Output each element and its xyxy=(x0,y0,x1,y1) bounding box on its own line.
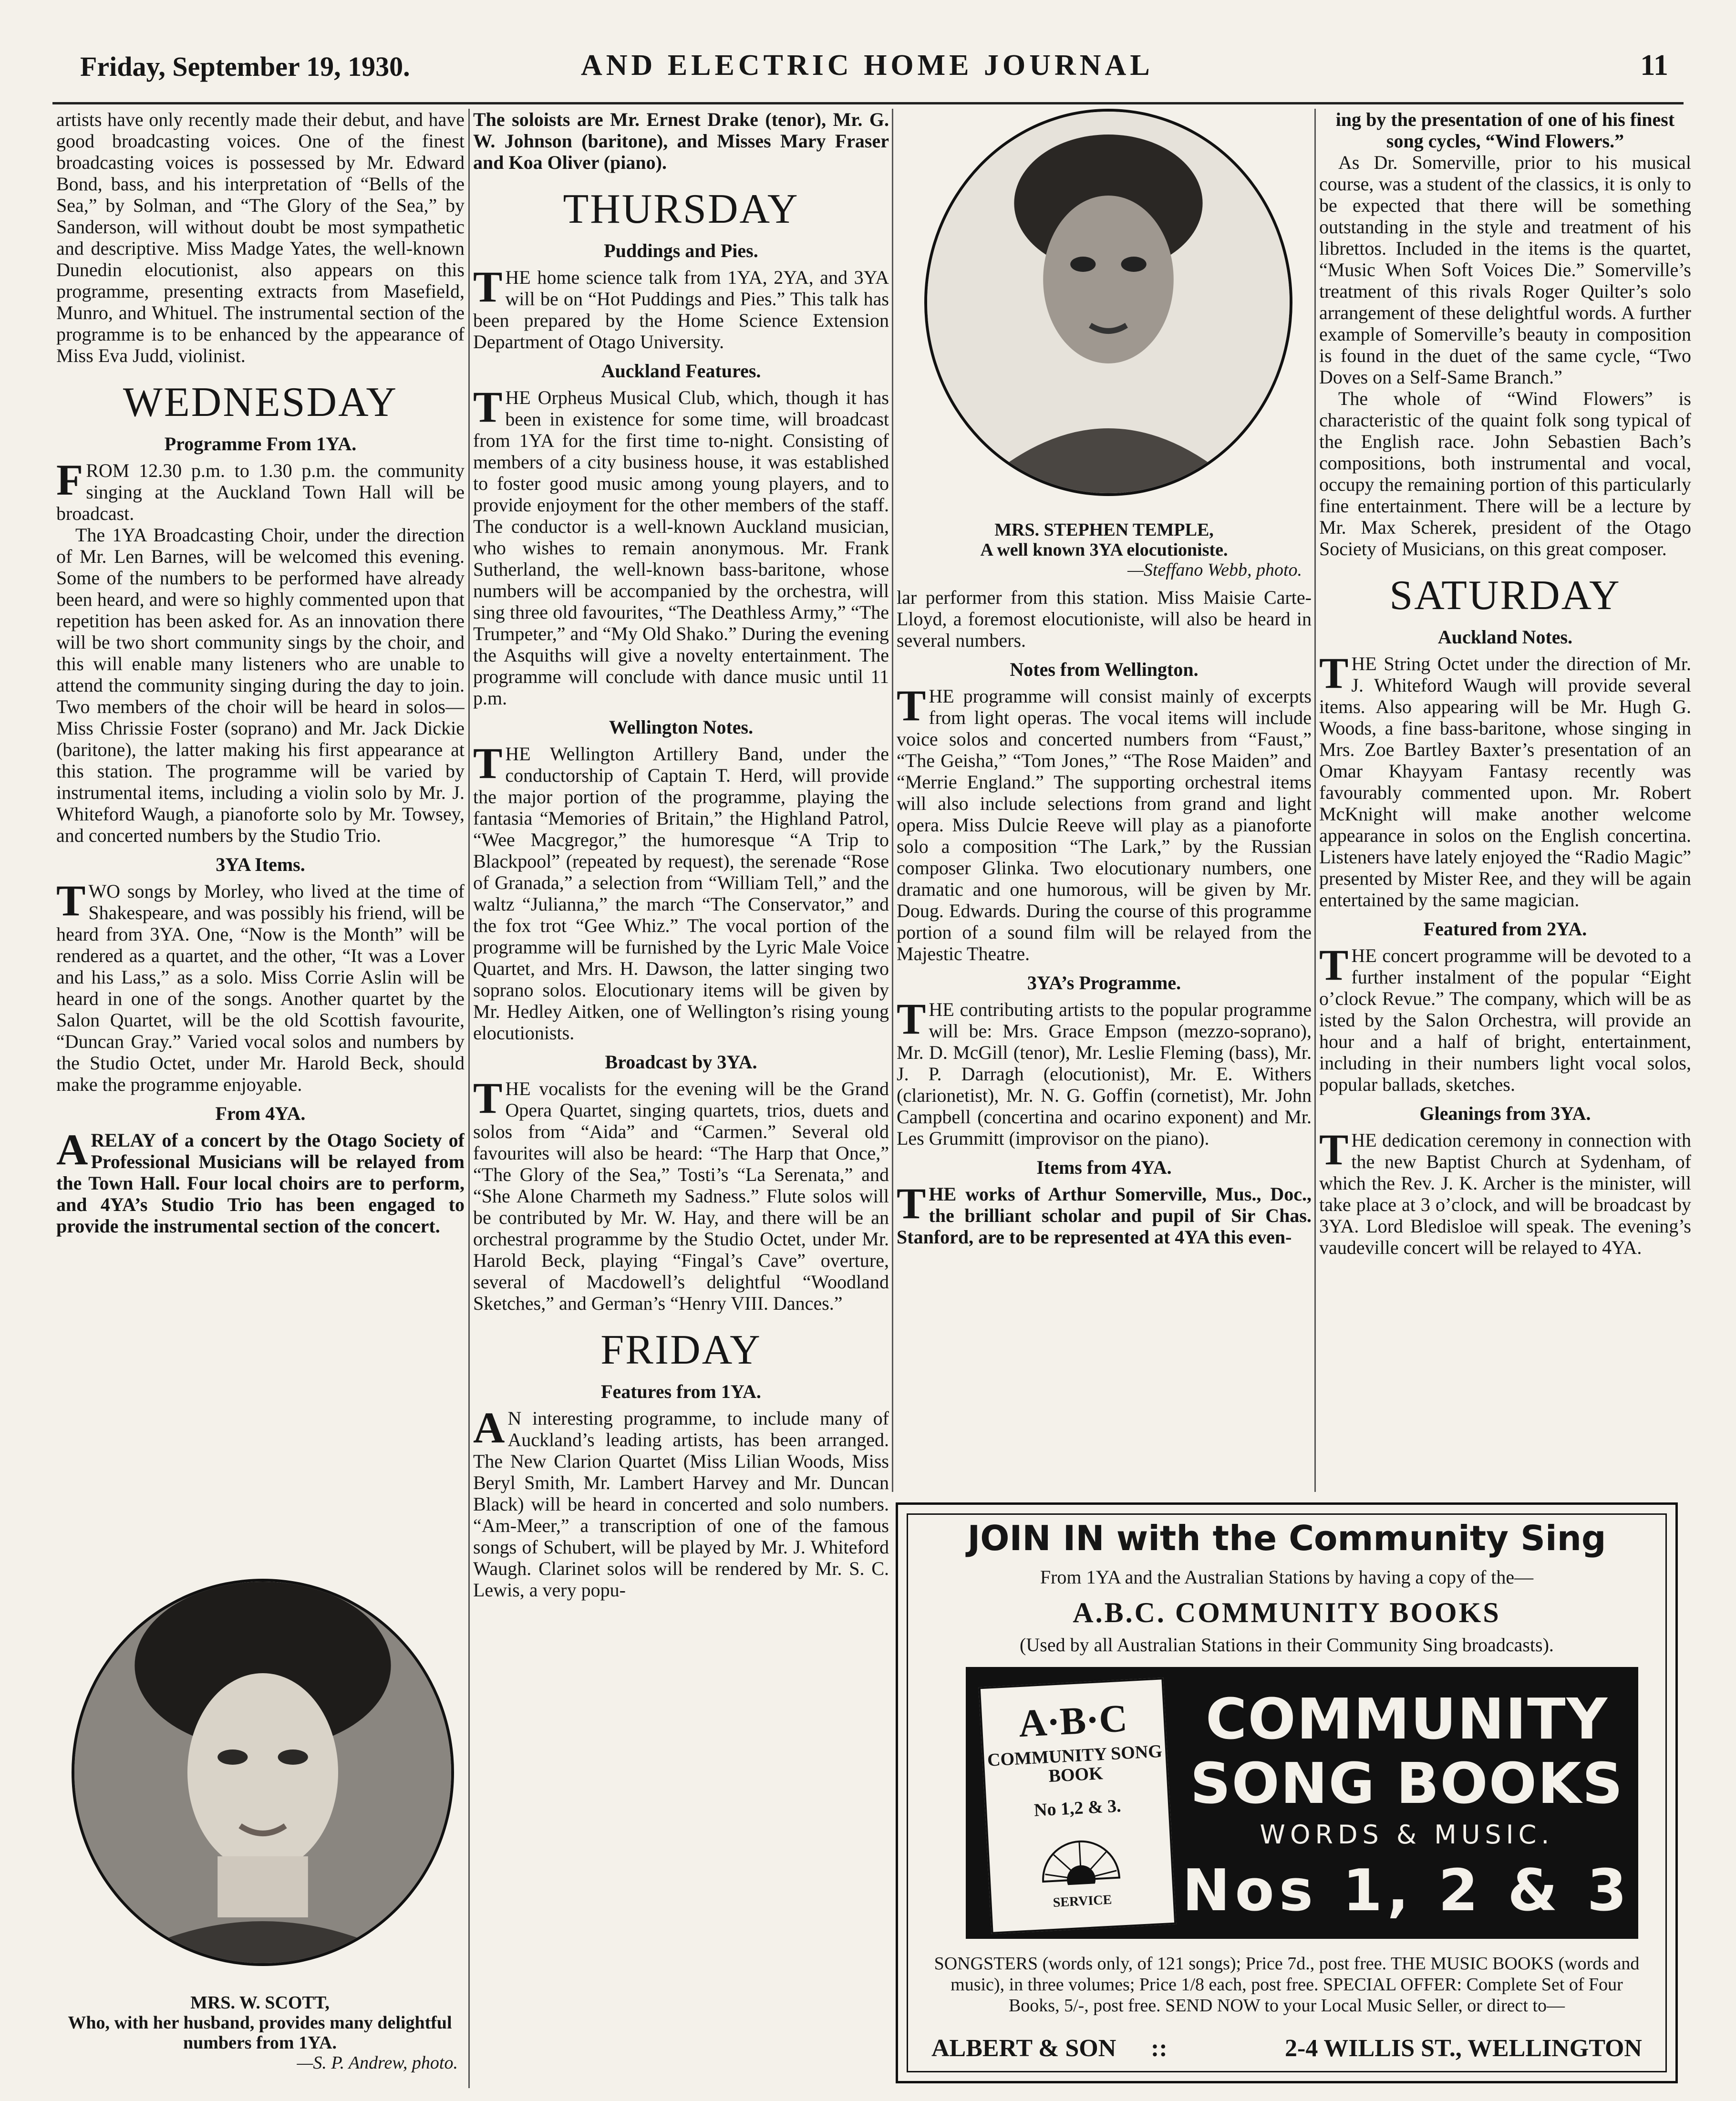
banner-text: Nos 1, 2 & 3 xyxy=(1182,1858,1632,1924)
ad-banner xyxy=(966,1667,1638,1939)
article-paragraph: THE Wellington Artillery Band, under the conductorship of Captain T. Herd, will provide the major portion of the programme, playing the fantasia “Memories of Britain,” the Highland Patrol, “Wee Macgregor,” the humoresque “A Trip to Blackpool” (repeated by request), the serenade “Rose of Granada,” a selection from “William Tell,” and the waltz “Julianna,” the march “The Conservator,” and the fox trot “Gee Whiz.” The vocal portion of the programme will be furnished by the Lyric Male Voice Quartet, and Mrs. H. Dawson, the latter singing two soprano solos. Elocutionary items will be given by Mr. Hedley Aitken, one of Wellington’s rising young elocutionists. xyxy=(473,739,889,1044)
caption-name: MRS. W. SCOTT, xyxy=(190,1993,330,2013)
caption-text: Who, with her husband, provides many delightful numbers from 1YA. xyxy=(68,2013,452,2053)
subheading: Gleanings from 3YA. xyxy=(1419,1103,1591,1124)
article-paragraph: TWO songs by Morley, who lived at the time of Shakespeare, and was possibly his friend, will be heard from 3YA. One, “Now is the Month” will be rendered as a quartet, and the other, “It was a Lover and his Lass,” as a solo. Miss Corrie Aslin will be heard in one of the songs. Another quartet by the Salon Quartet, will be the old Scottish favourite, “Duncan Gray.” Varied vocal solos and numbers by the Studio Octet, under Mr. Harold Beck, should make the programme enjoyable. xyxy=(56,876,465,1095)
drop-cap: T xyxy=(473,739,503,787)
day-heading-thursday: THURSDAY xyxy=(563,186,799,232)
drop-cap: T xyxy=(1319,941,1349,989)
subheading: Puddings and Pies. xyxy=(604,240,758,261)
portrait-image xyxy=(927,112,1290,493)
subheading: 3YA Items. xyxy=(216,854,305,875)
drop-cap: T xyxy=(473,1074,503,1122)
page-header xyxy=(80,46,1668,92)
book-numbers: No 1,2 & 3. xyxy=(1033,1796,1122,1821)
subheading: Broadcast by 3YA. xyxy=(605,1051,757,1073)
article-paragraph: THE home science talk from 1YA, 2YA, and 3YA will be on “Hot Puddings and Pies.” This talk has been prepared by the Home Science Extension Department of Otago University. xyxy=(473,262,889,352)
column-divider xyxy=(468,109,470,2088)
ad-headline: JOIN IN with the Community Sing xyxy=(967,1518,1606,1558)
photo-caption xyxy=(906,520,1302,580)
drop-cap: T xyxy=(1319,1125,1349,1174)
article-paragraph: FROM 12.30 p.m. to 1.30 p.m. the community singing at the Auckland Town Hall will be broadcast. xyxy=(56,455,465,524)
sun-rays-icon xyxy=(1031,1825,1129,1887)
drop-cap: T xyxy=(473,383,503,431)
subheading: Featured from 2YA. xyxy=(1423,918,1587,940)
ad-footer xyxy=(931,2034,1642,2062)
page-number: 11 xyxy=(1640,49,1668,82)
portrait-image xyxy=(74,1582,451,1963)
subheading: Wellington Notes. xyxy=(609,716,754,738)
day-heading-friday: FRIDAY xyxy=(600,1327,762,1373)
article-paragraph: THE dedication ceremony in connection with the new Baptist Church at Sydenham, of which the Rev. J. K. Archer is the minister, will take place at 3 o’clock, and will be broadcast by 3YA. Lord Bledisloe will speak. The evening’s vaudeville concert will be relayed to 4YA. xyxy=(1319,1125,1691,1258)
photo-credit: —S. P. Andrew, photo. xyxy=(297,2053,458,2073)
article-text: lar performer from this station. Miss Maisie Carte-Lloyd, a foremost elocutioniste, will also be heard in several numbers. xyxy=(897,587,1312,651)
article-paragraph: THE works of Arthur Somerville, Mus., Doc., the brilliant scholar and pupil of Sir Chas. Stanford, are to be represented at 4YA this even- xyxy=(897,1179,1312,1248)
photo-caption xyxy=(62,1993,458,2073)
ad-address: 2-4 WILLIS ST., WELLINGTON xyxy=(1285,2035,1642,2062)
header-rule xyxy=(52,102,1684,104)
article-paragraph: The 1YA Broadcasting Choir, under the direction of Mr. Len Barnes, will be welcomed this evening. Some of the numbers to be performed have already been heard, and were so highly commented upon that repetition has been asked for. As an innovation there will be two short community sings by the choir, and this will enable many listeners who are unable to attend the community singing during the day to join. Two members of the choir will be heard in solos—Miss Chrissie Foster (soprano) and Mr. Jack Dickie (baritone), the latter making his first appearance at this station. The programme will be varied by instrumental items, including a violin solo by Mr. J. Whiteford Waugh, a pianoforte solo by Mr. Towsey, and concerted numbers by the Studio Trio. xyxy=(56,524,465,846)
day-heading-wednesday: WEDNESDAY xyxy=(123,379,398,425)
photo-credit: —Steffano Webb, photo. xyxy=(1127,560,1302,580)
book-subtitle: COMMUNITY SONG BOOK xyxy=(987,1741,1163,1787)
ad-separator: :: xyxy=(1151,2035,1168,2062)
article-paragraph: THE vocalists for the evening will be the Grand Opera Quartet, singing quartets, trios, duets and solos from “Aida” and “Carmen.” Several old favourites will also be heard: “The Harp that Once,” “The Glory of the Sea,” Tosti’s “La Serenata,” and “She Alone Charmeth my Sadness.” Flute solos will be contributed by Mr. W. Hay, and there will be an orchestral programme by the Studio Octet, under Mr. Harold Beck, playing “Fingal’s Cave” overture, several of Macdowell’s delightful “Woodland Sketches,” and German’s “Henry VIII. Dances.” xyxy=(473,1074,889,1314)
banner-text: WORDS & MUSIC. xyxy=(1260,1820,1554,1850)
drop-cap: T xyxy=(897,681,926,730)
drop-cap: F xyxy=(56,455,83,504)
article-paragraph: The whole of “Wind Flowers” is characteristic of the quaint folk song typical of the English race. John Sebastien Bach’s compositions, both instrumental and vocal, occupy the remaining portion of this particularly fine entertainment. There will be a lecture by Mr. Max Scherek, president of the Otago Society of Musicians, on this great composer. xyxy=(1319,388,1691,559)
ad-details: SONGSTERS (words only, of 121 songs); Price 7d., post free. THE MUSIC BOOKS (words and music), in three volumes; Price 1/8 each, post free. SPECIAL OFFER: Complete Set of Four Books, 5/-, post free. SEND NOW to your Local Music Seller, or direct to— xyxy=(934,1954,1640,2016)
subheading: Auckland Features. xyxy=(601,360,761,382)
article-text: The soloists are Mr. Ernest Drake (tenor), Mr. G. W. Johnson (baritone), and Misses Mary Fraser and Koa Oliver (piano). xyxy=(473,109,889,173)
ad-line: From 1YA and the Australian Stations by having a copy of the— xyxy=(1040,1566,1534,1588)
community-song-books-advertisement xyxy=(896,1502,1678,2083)
portrait-mrs-w-scott xyxy=(72,1579,454,1966)
book-cover-illustration xyxy=(979,1677,1177,1934)
column-2 xyxy=(473,109,889,2093)
article-paragraph: A N interesting programme, to include many of Auckland’s leading artists, has been arranged. The New Clarion Quartet (Miss Lilian Woods, Miss Beryl Smith, Mr. Lambert Harvey and Mr. Duncan Black) will be heard in concerted and solo numbers. “Am-Meer,” a transcription of one of the famous songs of Schubert, will be played by Mr. J. Whiteford Waugh. Clarinet solos will be rendered by Mr. S. C. Lewis, a very popu- xyxy=(473,1403,889,1601)
article-paragraph: THE contributing artists to the popular programme will be: Mrs. Grace Empson (mezzo-soprano), Mr. D. McGill (tenor), Mr. Leslie Fleming (bass), Mr. J. P. Darragh (elocutionist), Mr. E. Withers (clarionetist), Mr. N. G. Goffin (cornetist), Mr. John Campbell (concertina and ocarino exponent) and Mr. Les Grummitt (improvisor on the piano). xyxy=(897,994,1312,1149)
article-paragraph: THE Orpheus Musical Club, which, though it has been in existence for some time, will broadcast from 1YA for the first time to-night. Consisting of members of a city business house, it was established to foster good music among young players, and to provide enjoyment for the other members of the staff. The conductor is a well-known Auckland musician, who wishes to remain anonymous. Mr. Frank Sutherland, the well-known bass-baritone, whose numbers will be accompanied by the orchestra, will sing three old favourites, “The Deathless Army,” “The Trumpeter,” and “My Old Shako.” During the evening the Asquiths will give a novelty entertainment. The programme will conclude with dance music until 11 p.m. xyxy=(473,383,889,709)
column-3 xyxy=(897,587,1312,1493)
drop-cap: T xyxy=(473,262,503,311)
article-paragraph: THE String Octet under the direction of Mr. J. Whiteford Waugh will provide several items. Also appearing will be Mr. Hugh G. Woods, a fine bass-baritone, whose singing in Mrs. Zoe Bartley Baxter’s presentation of an Omar Khayyam Fantasy recently was favourably commented upon. Mr. Robert McKnight will make another welcome appearance in solos on the English concertina. Listeners have lately enjoyed the “Radio Magic” presented by Mister Ree, and they will be again entertained by the same magician. xyxy=(1319,649,1691,911)
article-paragraph: THE programme will consist mainly of excerpts from light operas. The vocal items will include voice solos and concerted numbers from “Faust,” “The Geisha,” “Tom Jones,” “The Rose Maiden” and “Merrie England.” The supporting orchestral items will also include selections from grand and light opera. Miss Dulcie Reeve will play as a pianoforte solo a composition “The Lark,” by the Russian composer Glinka. Two elocutionary numbers, one dramatic and one humorous, will be given by Mr. Doug. Edwards. During the course of this programme portion of a sound film will be relayed from the Majestic Theatre. xyxy=(897,681,1312,964)
ad-product-name: A.B.C. COMMUNITY BOOKS xyxy=(1073,1597,1501,1628)
subheading: Programme From 1YA. xyxy=(164,433,357,455)
subheading: Auckland Notes. xyxy=(1437,626,1573,648)
subheading: 3YA’s Programme. xyxy=(1027,972,1181,994)
issue-date: Friday, September 19, 1930. xyxy=(80,51,410,82)
portrait-mrs-stephen-temple xyxy=(924,109,1292,496)
column-divider xyxy=(892,109,893,1492)
subheading: Notes from Wellington. xyxy=(1010,659,1199,680)
book-service-label: SERVICE xyxy=(1053,1892,1112,1910)
banner-text: COMMUNITY xyxy=(1205,1686,1609,1752)
book-title: A·B·C xyxy=(1017,1696,1128,1746)
drop-cap: A xyxy=(56,1125,88,1174)
column-4 xyxy=(1319,109,1691,1492)
drop-cap: A xyxy=(473,1403,505,1452)
article-paragraph: THE concert programme will be devoted to a further instalment of the popular “Eight o’clock Revue.” The company, which will be as isted by the Salon Orchestra, will provide an hour and a half of bright, entertainment, including in their numbers light vocal solos, popular ballads, sketches. xyxy=(1319,941,1691,1095)
caption-name: MRS. STEPHEN TEMPLE, xyxy=(994,520,1214,540)
banner-text: SONG BOOKS xyxy=(1190,1750,1624,1816)
article-text: ing by the presentation of one of his finest song cycles, “Wind Flowers.” xyxy=(1335,109,1675,152)
caption-text: A well known 3YA elocutioniste. xyxy=(980,540,1228,560)
column-divider xyxy=(1314,109,1316,1492)
drop-cap: T xyxy=(56,876,86,925)
day-heading-saturday: SATURDAY xyxy=(1389,572,1621,619)
drop-cap: T xyxy=(897,1179,926,1228)
article-paragraph: ARELAY of a concert by the Otago Society of Professional Musicians will be relayed from the Town Hall. Four local choirs are to perform, and 4YA’s Studio Trio has been engaged to provide the instrumental section of the concert. xyxy=(56,1125,465,1237)
subheading: From 4YA. xyxy=(215,1103,306,1124)
article-text: artists have only recently made their debut, and have good broadcasting voices. One of the finest broadcasting voices is possessed by Mr. Edward Bond, bass, and his interpretation of “Bells of the Sea,” by Solman, and “The Glory of the Sea,” by Sanderson, will without doubt be most sympathetic and descriptive. Miss Madge Yates, the well-known Dunedin elocutionist, also appears on this programme, presenting extracts from Masefield, Munro, and Whituel. The instrumental section of the programme is to be enhanced by the appearance of Miss Eva Judd, violinist. xyxy=(56,109,465,366)
article-paragraph: As Dr. Somerville, prior to his musical course, was a student of the classics, it is only to be expected that there will be something outstanding in the style and treatment of his librettos. Included in the items is the quartet, “Music When Soft Voices Die.” Somerville’s treatment of this rivals Roger Quilter’s solo arrangement of these delightful words. A further example of Somerville’s beauty in composition is found in the duet of the same cycle, “Two Doves on a Self-Same Branch.” xyxy=(1319,152,1691,388)
ad-company: ALBERT & SON xyxy=(931,2035,1116,2062)
journal-title: AND ELECTRIC HOME JOURNAL xyxy=(581,49,1154,82)
ad-line: (Used by all Australian Stations in their Community Sing broadcasts). xyxy=(1020,1634,1554,1656)
drop-cap: T xyxy=(1319,649,1349,697)
subheading: Features from 1YA. xyxy=(601,1381,761,1402)
drop-cap: T xyxy=(897,994,926,1043)
subheading: Items from 4YA. xyxy=(1036,1157,1172,1178)
